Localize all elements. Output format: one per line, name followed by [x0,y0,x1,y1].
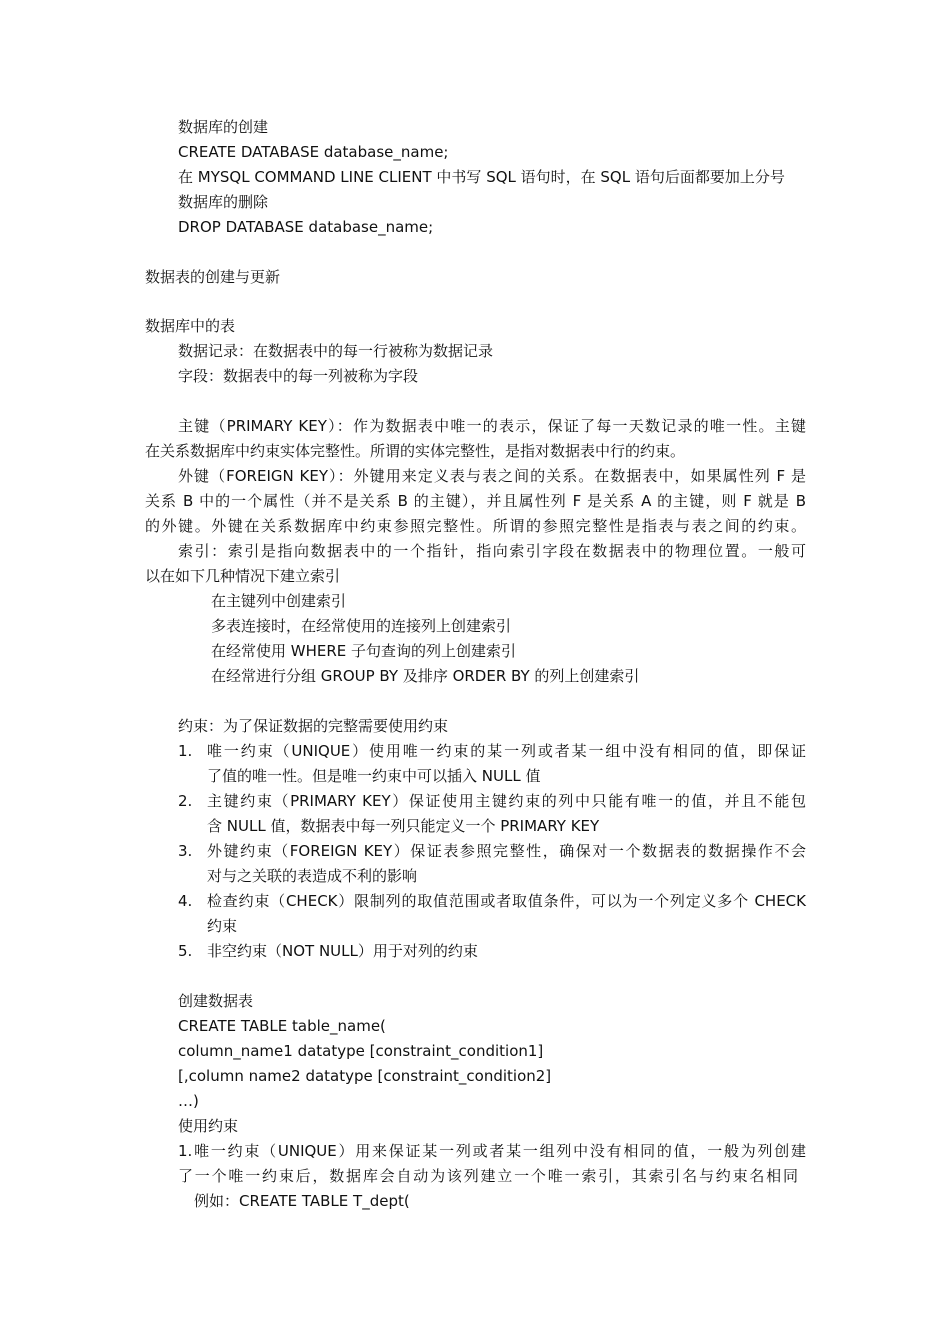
constraint-item-line2: 含 NULL 值，数据表中每一列只能定义一个 PRIMARY KEY [207,817,600,835]
field-definition: 字段：数据表中的每一列被称为字段 [178,367,419,385]
list-number: 5. [178,942,193,960]
foreign-key-paragraph-line1: 外键（FOREIGN KEY）：外键用来定义表与表之间的关系。在数据表中，如果属性列 F 是 [178,467,806,485]
index-paragraph-line2: 以在如下几种情况下建立索引 [145,567,341,585]
create-table-sql-line: …) [178,1092,199,1110]
list-number: 1. [178,742,193,760]
constraint-item-line2: 了值的唯一性。但是唯一约束中可以插入 NULL 值 [207,767,541,785]
list-number: 4. [178,892,193,910]
db-create-sql: CREATE DATABASE database_name; [178,143,449,161]
constraint-item-line2: 对与之关联的表造成不利的影响 [207,867,418,885]
index-case-item: 在经常使用 WHERE 子句查询的列上创建索引 [211,642,517,660]
record-definition: 数据记录：在数据表中的每一行被称为数据记录 [178,342,494,360]
constraint-item-line1: 检查约束（CHECK）限制列的取值范围或者取值条件，可以为一个列定义多个 CHECK [207,892,806,910]
index-case-item: 多表连接时，在经常使用的连接列上创建索引 [211,617,512,635]
unique-constraint-line1: 1.唯一约束（UNIQUE）用来保证某一列或者某一组列中没有相同的值，一般为列创建 [178,1142,806,1160]
index-paragraph-line1: 索引：索引是指向数据表中的一个指针，指向索引字段在数据表中的物理位置。一般可 [178,542,806,560]
db-drop-sql: DROP DATABASE database_name; [178,218,434,236]
create-table-sql-line: [,column name2 datatype [constraint_condition2] [178,1067,552,1085]
db-create-heading: 数据库的创建 [178,118,269,136]
create-table-sql-line: CREATE TABLE table_name( [178,1017,386,1035]
primary-key-paragraph-line1: 主键（PRIMARY KEY）：作为数据表中唯一的表示，保证了每一天数记录的唯一性。主键 [178,417,806,435]
index-case-item: 在主键列中创建索引 [211,592,347,610]
list-number: 2. [178,792,193,810]
tables-heading: 数据库中的表 [145,317,236,335]
constraint-item-line1: 主键约束（PRIMARY KEY）保证使用主键约束的列中只能有唯一的值，并且不能包 [207,792,806,810]
constraint-item-line2: 约束 [207,917,238,935]
constraint-item-line1: 唯一约束（UNIQUE）使用唯一约束的某一列或者某一组中没有相同的值，即保证 [207,742,806,760]
foreign-key-paragraph-line2: 关系 B 中的一个属性（并不是关系 B 的主键），并且属性列 F 是关系 A 的主键，则 F 就是 B [145,492,806,510]
constraint-intro: 约束：为了保证数据的完整需要使用约束 [178,717,449,735]
index-case-item: 在经常进行分组 GROUP BY 及排序 ORDER BY 的列上创建索引 [211,667,640,685]
constraint-item-line1: 非空约束（NOT NULL）用于对列的约束 [207,942,478,960]
example-line: 例如：CREATE TABLE T_dept( [194,1192,410,1210]
create-table-heading: 创建数据表 [178,992,254,1010]
db-drop-heading: 数据库的删除 [178,193,269,211]
constraint-item-line1: 外键约束（FOREIGN KEY）保证表参照完整性，确保对一个数据表的数据操作不会 [207,842,806,860]
primary-key-paragraph-line2: 在关系数据库中约束实体完整性。所谓的实体完整性，是指对数据表中行的约束。 [145,442,686,460]
foreign-key-paragraph-line3: 的外键。外键在关系数据库中约束参照完整性。所谓的参照完整性是指表与表之间的约束。 [145,517,806,535]
list-number: 3. [178,842,193,860]
table-section-heading: 数据表的创建与更新 [145,268,281,286]
create-table-sql-line: column_name1 datatype [constraint_condition1] [178,1042,544,1060]
mysql-note: 在 MYSQL COMMAND LINE CLIENT 中书写 SQL 语句时，在 SQL 语句后面都要加上分号 [178,168,785,186]
unique-constraint-line2: 了一个唯一约束后，数据库会自动为该列建立一个唯一索引，其索引名与约束名相同 [178,1167,798,1185]
use-constraint-heading: 使用约束 [178,1117,239,1135]
